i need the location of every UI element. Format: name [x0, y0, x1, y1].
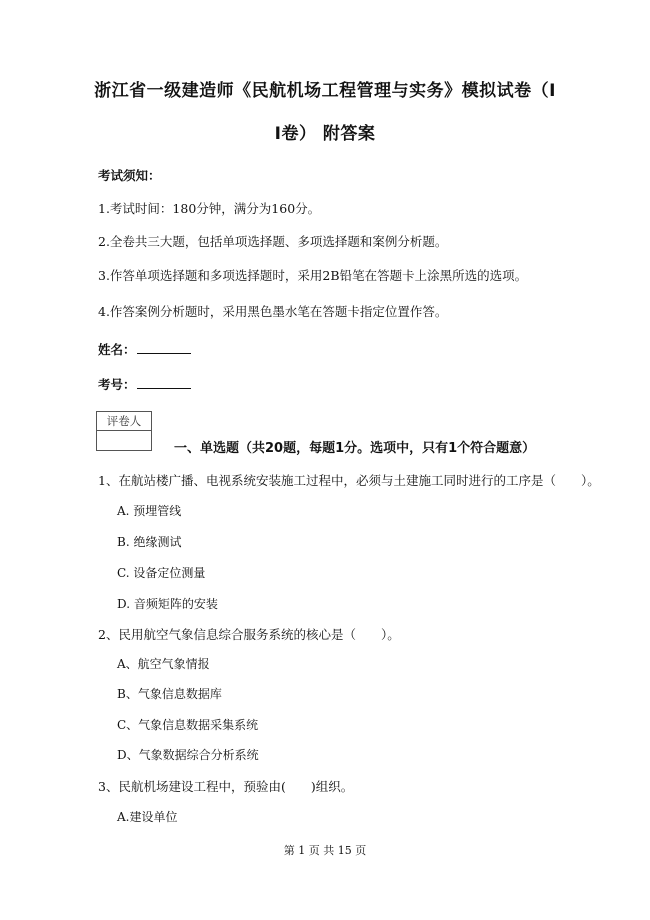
question-1-option-b: B. 绝缘测试	[117, 535, 182, 549]
grader-label: 评卷人	[97, 412, 151, 431]
notice-item-2: 2.全卷共三大题，包括单项选择题、多项选择题和案例分析题。	[98, 234, 448, 249]
question-1-option-d: D. 音频矩阵的安装	[117, 597, 218, 611]
grader-box	[96, 411, 152, 451]
name-blank[interactable]	[137, 341, 191, 354]
exam-id-field	[98, 375, 191, 393]
question-2-option-b: B、气象信息数据库	[117, 687, 222, 701]
question-3-text: 3、民航机场建设工程中，预验由( )组织。	[98, 779, 354, 794]
question-2-text: 2、民用航空气象信息综合服务系统的核心是（ ）。	[98, 627, 400, 642]
question-1-option-a: A. 预埋管线	[117, 504, 182, 518]
document-title-line-2: I卷） 附答案	[274, 124, 376, 144]
notice-item-1: 1.考试时间：180分钟，满分为160分。	[98, 201, 321, 216]
question-2-option-c: C、气象信息数据采集系统	[117, 718, 259, 732]
question-1-text: 1、在航站楼广播、电视系统安装施工过程中，必须与土建施工同时进行的工序是（ ）。	[98, 473, 600, 488]
section-heading: 一、单选题（共20题，每题1分。选项中，只有1个符合题意）	[174, 441, 536, 456]
question-2-option-d: D、气象数据综合分析系统	[117, 748, 259, 762]
exam-id-label: 考号：	[98, 377, 136, 392]
document-title-line-1: 浙江省一级建造师《民航机场工程管理与实务》模拟试卷（I	[94, 81, 556, 101]
question-3-option-a: A.建设单位	[117, 810, 178, 824]
name-label: 姓名：	[98, 342, 136, 357]
exam-id-blank[interactable]	[137, 376, 191, 389]
question-2-option-a: A、航空气象情报	[117, 657, 210, 671]
notice-heading: 考试须知：	[98, 168, 161, 183]
notice-item-3: 3.作答单项选择题和多项选择题时，采用2B铅笔在答题卡上涂黑所选的选项。	[98, 268, 528, 283]
notice-item-4: 4.作答案例分析题时，采用黑色墨水笔在答题卡指定位置作答。	[98, 304, 448, 319]
page-footer: 第 1 页 共 15 页	[283, 844, 367, 857]
question-1-option-c: C. 设备定位测量	[117, 566, 206, 580]
name-field	[98, 340, 191, 358]
